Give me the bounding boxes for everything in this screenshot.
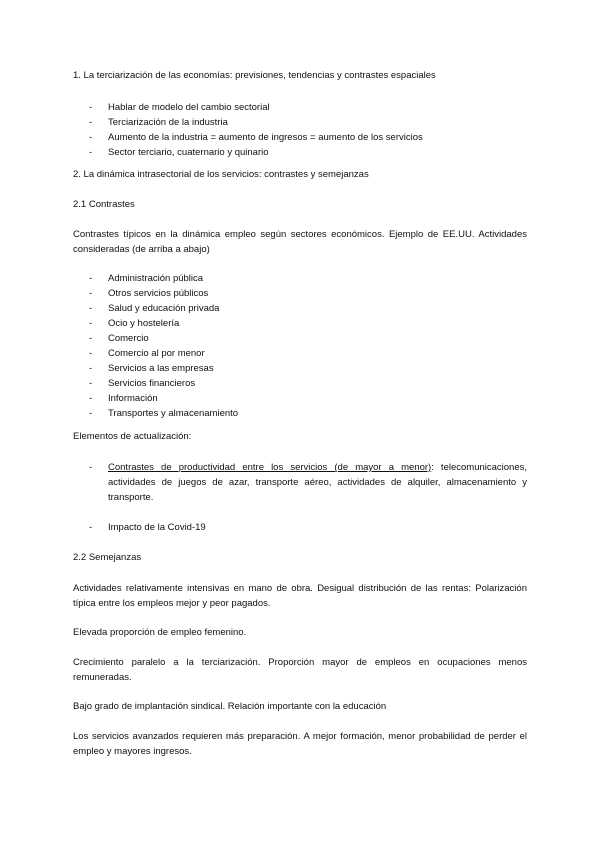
section-1-heading: 1. La terciarización de las economías: previsiones, tendencias y contrastes espaciales — [73, 70, 436, 81]
contrasts-intro-paragraph: Contrastes típicos en la dinámica empleo según sectores económicos. Ejemplo de EE.UU. Actividades consideradas (de arriba a abajo) — [73, 229, 527, 255]
activities-list — [73, 271, 527, 421]
list-item: - Información — [89, 393, 158, 404]
update-elements-label: Elementos de actualización: — [73, 431, 192, 442]
similarities-paragraph: Los servicios avanzados requieren más preparación. A mejor formación, menor probabilidad de perder el empleo y mayores ingresos. — [73, 731, 527, 757]
update-item-productivity: - Contrastes de productividad entre los servicios (de mayor a menor): telecomunicaciones, actividades de juegos de azar, transporte aéreo, actividades de alquiler, almacenamiento y transporte. — [89, 462, 528, 503]
section-2-1-heading: 2.1 Contrastes — [73, 199, 135, 210]
list-item: - Administración pública — [89, 273, 204, 284]
list-item: - Comercio al por menor — [89, 348, 205, 359]
list-item: - Ocio y hostelería — [89, 318, 180, 329]
update-item-covid: - Impacto de la Covid-19 — [89, 522, 206, 533]
list-item: - Comercio — [89, 333, 149, 344]
list-item: - Servicios a las empresas — [89, 363, 214, 374]
list-item: - Salud y educación privada — [89, 303, 220, 314]
similarities-paragraph: Crecimiento paralelo a la terciarización. Proporción mayor de empleos en ocupaciones menos remuneradas. — [73, 657, 527, 683]
list-item: - Otros servicios públicos — [89, 288, 209, 299]
list-item: - Servicios financieros — [89, 378, 196, 389]
similarities-paragraph: Actividades relativamente intensivas en mano de obra. Desigual distribución de las rentas: Polarización típica entre los empleos mejor y peor pagados. — [73, 583, 527, 609]
list-item: - Hablar de modelo del cambio sectorial — [89, 102, 270, 113]
similarities-paragraph: Bajo grado de implantación sindical. Relación importante con la educación — [73, 701, 387, 712]
similarities-paragraph: Elevada proporción de empleo femenino. — [73, 627, 247, 638]
list-item: - Transportes y almacenamiento — [89, 408, 239, 419]
list-item: - Sector terciario, cuaternario y quinario — [89, 147, 269, 158]
list-item: - Terciarización de la industria — [89, 117, 228, 128]
section-2-2-heading: 2.2 Semejanzas — [73, 552, 142, 563]
productivity-underlined-text: Contrastes de productividad entre los servicios (de mayor a menor) — [108, 462, 432, 473]
section-1-list — [73, 100, 527, 160]
list-item: - Aumento de la industria = aumento de ingresos = aumento de los servicios — [89, 132, 423, 143]
section-2-heading: 2. La dinámica intrasectorial de los servicios: contrastes y semejanzas — [73, 169, 369, 180]
